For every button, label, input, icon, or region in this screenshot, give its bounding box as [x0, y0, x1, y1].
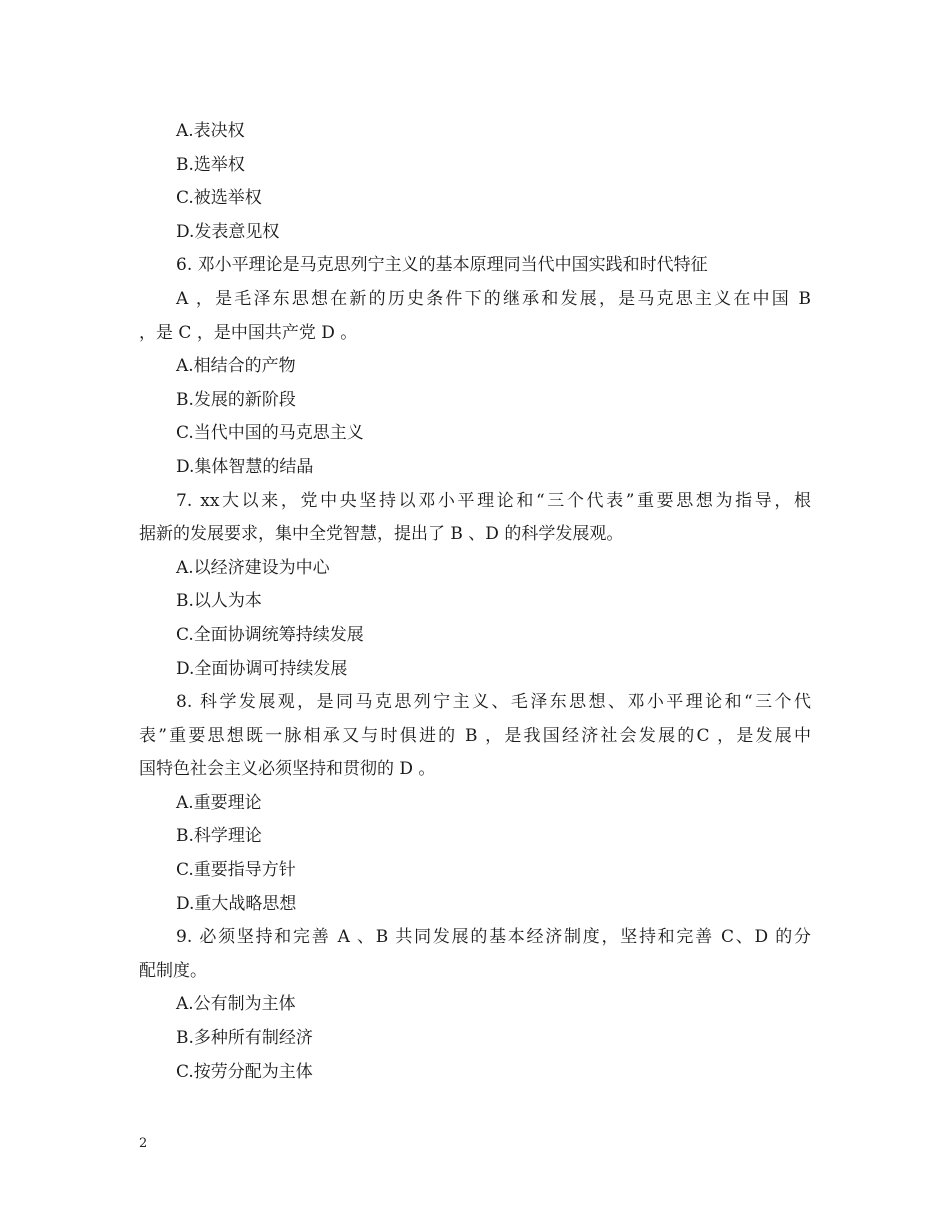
- option-line: C.当代中国的马克思主义: [176, 423, 364, 444]
- option-line: B.发展的新阶段: [176, 389, 296, 410]
- option-line: D.重大战略思想: [176, 893, 297, 914]
- question-6-line: 6. 邓小平理论是马克思列宁主义的基本原理同当代中国实践和时代特征: [176, 255, 708, 276]
- question-7-line: 据新的发展要求，集中全党智慧，提出了 B 、D 的科学发展观。: [139, 524, 624, 545]
- page-number: 2: [139, 1136, 148, 1151]
- question-9-line: 9. 必须坚持和完善 A 、B 共同发展的基本经济制度，坚持和完善 C、D 的分: [176, 927, 811, 948]
- question-7-line: 7. xx大以来，党中央坚持以邓小平理论和“三个代表”重要思想为指导，根: [176, 490, 811, 511]
- option-line: C.重要指导方针: [176, 860, 296, 881]
- option-line: C.全面协调统筹持续发展: [176, 624, 364, 645]
- option-line: D.全面协调可持续发展: [176, 658, 348, 679]
- option-line: A.重要理论: [176, 792, 262, 813]
- option-line: B.多种所有制经济: [176, 1028, 313, 1049]
- option-line: A.表决权: [176, 121, 245, 141]
- question-6-line: ，是 C ，是中国共产党 D 。: [139, 322, 358, 343]
- question-6-line: A ，是毛泽东思想在新的历史条件下的继承和发展，是马克思主义在中国 B: [176, 288, 811, 309]
- option-line: B.选举权: [176, 154, 245, 175]
- option-line: B.以人为本: [176, 591, 262, 612]
- question-8-line: 8. 科学发展观，是同马克思列宁主义、毛泽东思想、邓小平理论和“三个代: [176, 692, 811, 713]
- question-8-line: 国特色社会主义必须坚持和贯彻的 D 。: [139, 759, 436, 780]
- option-line: D.发表意见权: [176, 221, 280, 242]
- option-line: D.集体智慧的结晶: [176, 456, 314, 477]
- document-body: [139, 115, 811, 1089]
- option-line: A.以经济建设为中心: [176, 557, 330, 578]
- option-line: C.按劳分配为主体: [176, 1061, 313, 1082]
- option-line: B.科学理论: [176, 826, 262, 847]
- question-9-line: 配制度。: [139, 960, 207, 981]
- option-line: C.被选举权: [176, 188, 262, 209]
- question-8-line: 表”重要思想既一脉相承又与时俱进的 B ，是我国经济社会发展的C ，是发展中: [139, 725, 811, 746]
- option-line: A.相结合的产物: [176, 356, 296, 377]
- option-line: A.公有制为主体: [176, 994, 296, 1015]
